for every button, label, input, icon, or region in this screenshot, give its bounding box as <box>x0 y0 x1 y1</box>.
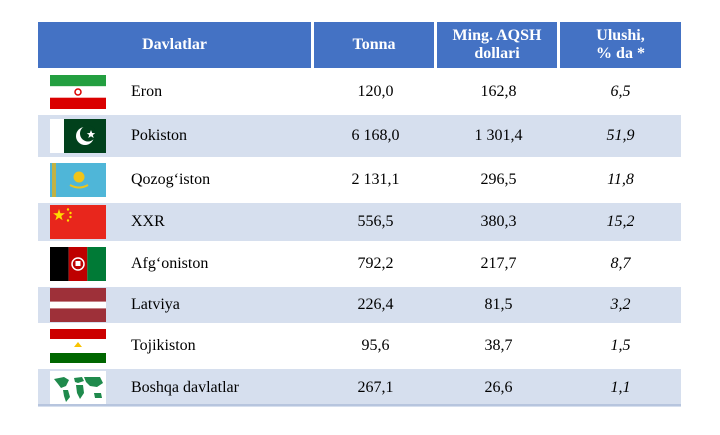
china-flag-icon <box>50 205 106 239</box>
share-value: 3,2 <box>610 296 631 313</box>
table-row <box>38 243 681 287</box>
tonnes-value: 95,6 <box>361 337 390 354</box>
iran-flag-icon <box>50 75 106 109</box>
usd-value: 1 301,4 <box>474 127 523 144</box>
table-bottom-border <box>38 404 681 406</box>
country-name: XXR <box>131 213 165 230</box>
tajikistan-flag-icon <box>50 329 106 363</box>
share-value: 1,5 <box>610 337 631 354</box>
share-value: 15,2 <box>606 213 635 230</box>
header-usd-label: Ming. AQSH dollari <box>452 27 542 62</box>
share-value: 1,1 <box>610 379 631 396</box>
usd-value: 162,8 <box>480 83 517 100</box>
header-usd <box>437 22 560 68</box>
table-row <box>38 369 681 409</box>
country-name: Latviya <box>131 296 180 313</box>
country-cell <box>38 243 314 285</box>
country-cell <box>38 159 314 201</box>
header-countries <box>38 22 314 68</box>
table-row <box>38 159 681 203</box>
header-share <box>560 22 681 68</box>
table-row <box>38 71 681 115</box>
country-cell <box>38 203 314 241</box>
tonnes-value: 226,4 <box>357 296 394 313</box>
afghanistan-flag-icon <box>50 247 106 281</box>
table-row <box>38 115 681 159</box>
share-value: 8,7 <box>610 255 631 272</box>
usd-value: 26,6 <box>484 379 513 396</box>
country-cell <box>38 115 314 157</box>
pakistan-flag-icon <box>50 119 106 153</box>
header-share-label: Ulushi, % da * <box>596 27 645 62</box>
tonnes-value: 120,0 <box>357 83 394 100</box>
tonnes-value: 2 131,1 <box>351 171 400 188</box>
usd-value: 81,5 <box>484 296 513 313</box>
usd-value: 38,7 <box>484 337 513 354</box>
country-name: Eron <box>131 83 163 100</box>
country-name: Qozog‘iston <box>131 171 211 188</box>
country-name: Pokiston <box>131 127 188 144</box>
usd-value: 217,7 <box>480 255 517 272</box>
usd-value: 380,3 <box>480 213 517 230</box>
latvia-flag-icon <box>50 288 106 322</box>
country-cell <box>38 325 314 367</box>
table-row <box>38 325 681 369</box>
header-tonnes <box>314 22 437 68</box>
country-cell <box>38 71 314 113</box>
country-name: Boshqa davlatlar <box>131 379 239 396</box>
table-row <box>38 287 681 325</box>
tonnes-value: 6 168,0 <box>351 127 400 144</box>
country-cell <box>38 287 314 323</box>
share-value: 51,9 <box>606 127 635 144</box>
tonnes-value: 556,5 <box>357 213 394 230</box>
header-countries-label: Davlatlar <box>142 36 207 53</box>
country-name: Tojikiston <box>131 337 196 354</box>
country-cell <box>38 369 314 407</box>
export-table <box>38 22 681 409</box>
share-value: 11,8 <box>607 171 634 188</box>
header-tonnes-label: Tonna <box>352 36 396 53</box>
usd-value: 296,5 <box>480 171 517 188</box>
tonnes-value: 792,2 <box>357 255 394 272</box>
kazakhstan-flag-icon <box>50 163 106 197</box>
table-row <box>38 203 681 243</box>
country-name: Afg‘oniston <box>131 255 209 272</box>
table-header <box>38 22 681 71</box>
tonnes-value: 267,1 <box>357 379 394 396</box>
world-map-icon <box>50 371 106 405</box>
share-value: 6,5 <box>610 83 631 100</box>
